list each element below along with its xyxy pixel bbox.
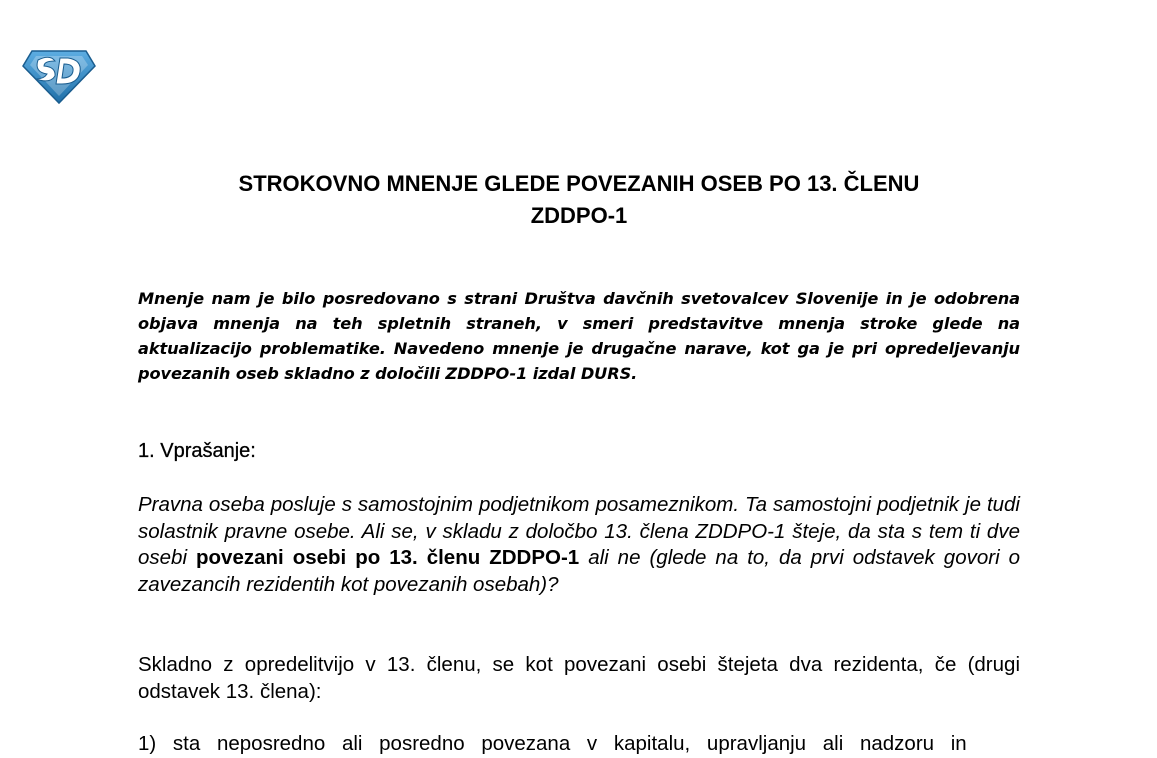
title-line-1: STROKOVNO MNENJE GLEDE POVEZANIH OSEB PO 13. ČLENU	[238, 171, 920, 196]
sdsv-logo	[22, 46, 96, 104]
question-bold-text: povezani osebi po 13. členu ZDDPO-1	[196, 546, 580, 569]
document-title	[138, 168, 1020, 232]
intro-paragraph: Mnenje nam je bilo posredovano s strani Društva davčnih svetovalcev Slovenije in je odobrena objava mnenja na teh spletnih straneh, v smeri predstavitve mnenja stroke glede na aktualizacijo problematike. Navedeno mnenje je drugačne narave, kot ga je pri opredeljevanju povezanih oseb skladno z določili ZDDPO-1 izdal DURS.	[138, 289, 1020, 383]
section-heading: 1. Vprašanje:	[138, 440, 256, 462]
question-text-1: Pravna oseba posluje s samostojnim podjetnikom posameznikom. Ta samostojni podjetnik je tudi solastnik pravne osebe. Ali se, v skladu z določbo 13. člena ZDDPO-1 šteje, da sta s tem ti dve osebi	[138, 493, 1020, 569]
diamond-logo-icon	[22, 46, 96, 104]
title-line-2: ZDDPO-1	[530, 203, 628, 228]
question-paragraph	[138, 492, 1020, 598]
question-text-2: ali ne (glede na to, da prvi odstavek govori o zavezancih rezidentih kot povezanih osebah)?	[138, 546, 1020, 596]
list-item: 1) sta neposredno ali posredno povezana v kapitalu, upravljanju ali nadzoru in	[138, 732, 967, 755]
answer-intro-paragraph: Skladno z opredelitvijo v 13. členu, se kot povezani osebi štejeta dva rezidenta, če (drugi odstavek 13. člena):	[138, 653, 1020, 703]
